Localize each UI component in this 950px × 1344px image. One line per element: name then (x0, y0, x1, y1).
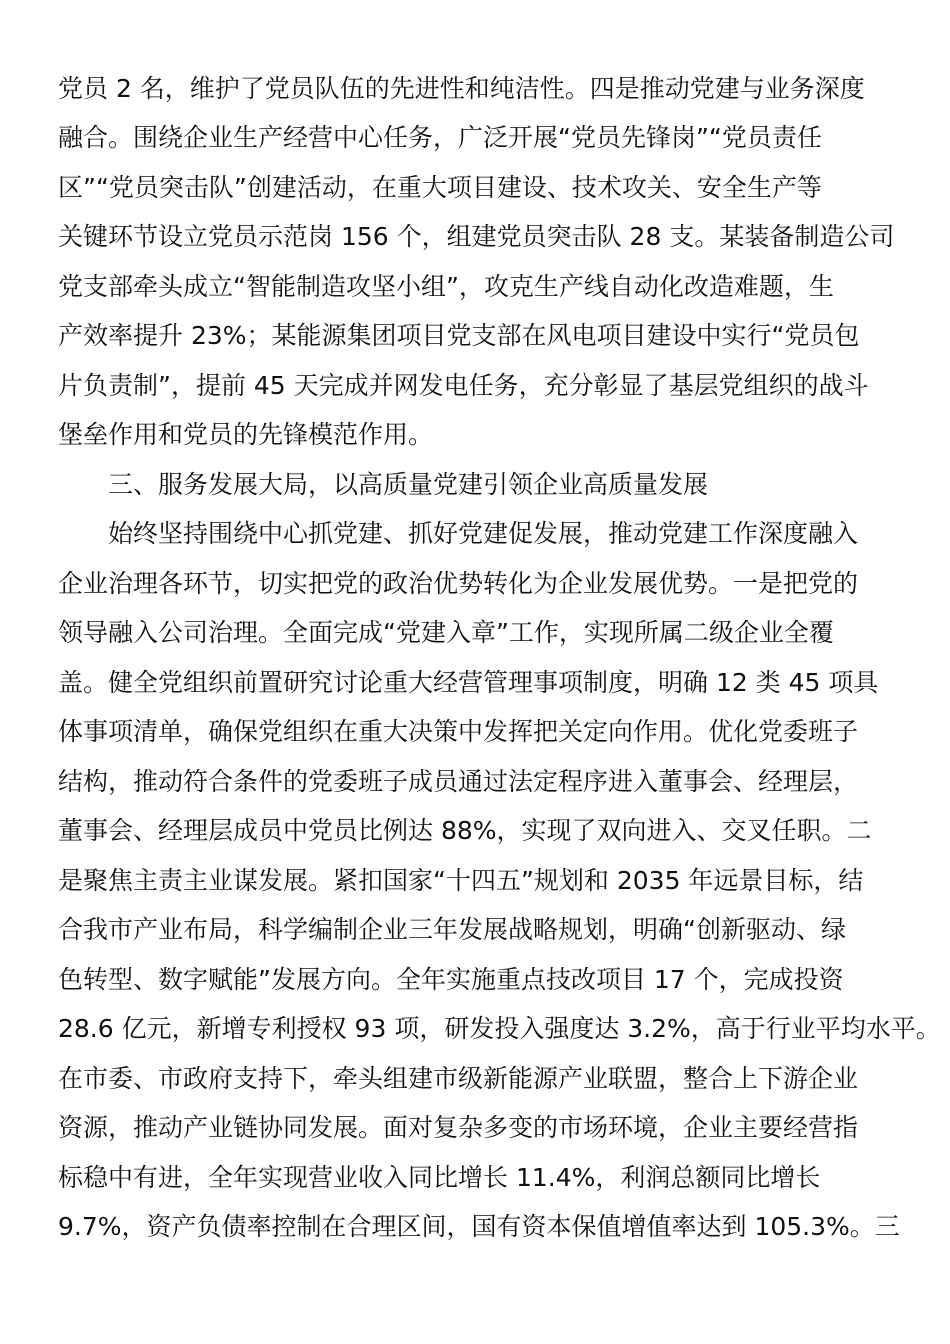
paragraph-line: 标稳中有进，全年实现营业收入同比增长 11.4%，利润总额同比增长 (58, 1163, 821, 1192)
paragraph-line: 结构，推动符合条件的党委班子成员通过法定程序进入董事会、经理层， (58, 767, 859, 796)
paragraph-line: 合我市产业布局，科学编制企业三年发展战略规划，明确“创新驱动、绿 (58, 915, 846, 944)
paragraph-line: 企业治理各环节，切实把党的政治优势转化为企业发展优势。一是把党的 (58, 569, 859, 598)
paragraph-line: 关键环节设立党员示范岗 156 个，组建党员突击队 28 支。某装备制造公司 (58, 222, 895, 251)
paragraph-line: 片负责制”，提前 45 天完成并网发电任务，充分彰显了基层党组织的战斗 (58, 371, 869, 400)
paragraph-line: 董事会、经理层成员中党员比例达 88%，实现了双向进入、交叉任职。二 (58, 816, 872, 845)
paragraph-line: 色转型、数字赋能”发展方向。全年实施重点技改项目 17 个，完成投资 (58, 965, 844, 994)
paragraph-line: 党支部牵头成立“智能制造攻坚小组”，攻克生产线自动化改造难题，生 (58, 272, 834, 301)
section-heading: 三、服务发展大局，以高质量党建引领企业高质量发展 (108, 470, 709, 499)
paragraph-line: 体事项清单，确保党组织在重大决策中发挥把关定向作用。优化党委班子 (58, 717, 859, 746)
paragraph-line: 28.6 亿元，新增专利授权 93 项，研发投入强度达 3.2%，高于行业平均水平。 (58, 1014, 941, 1043)
paragraph-line: 资源，推动产业链协同发展。面对复杂多变的市场环境，企业主要经营指 (58, 1113, 859, 1142)
paragraph-line: 9.7%，资产负债率控制在合理区间，国有资本保值增值率达到 105.3%。三 (58, 1212, 900, 1241)
paragraph-line: 是聚焦主责主业谋发展。紧扣国家“十四五”规划和 2035 年远景目标，结 (58, 866, 864, 895)
paragraph-line: 产效率提升 23%；某能源集团项目党支部在风电项目建设中实行“党员包 (58, 321, 860, 350)
paragraph-line: 始终坚持围绕中心抓党建、抓好党建促发展，推动党建工作深度融入 (108, 519, 859, 548)
paragraph-line: 党员 2 名，维护了党员队伍的先进性和纯洁性。四是推动党建与业务深度 (58, 74, 865, 103)
paragraph-line: 盖。健全党组织前置研究讨论重大经营管理事项制度，明确 12 类 45 项具 (58, 668, 879, 697)
paragraph-line: 领导融入公司治理。全面完成“党建入章”工作，实现所属二级企业全覆 (58, 618, 834, 647)
paragraph-line: 在市委、市政府支持下，牵头组建市级新能源产业联盟，整合上下游企业 (58, 1064, 859, 1093)
paragraph-line: 堡垒作用和党员的先锋模范作用。 (58, 420, 434, 449)
paragraph-line: 融合。围绕企业生产经营中心任务，广泛开展“党员先锋岗”“党员责任 (58, 123, 822, 152)
paragraph-line: 区”“党员突击队”创建活动，在重大项目建设、技术攻关、安全生产等 (58, 173, 822, 202)
